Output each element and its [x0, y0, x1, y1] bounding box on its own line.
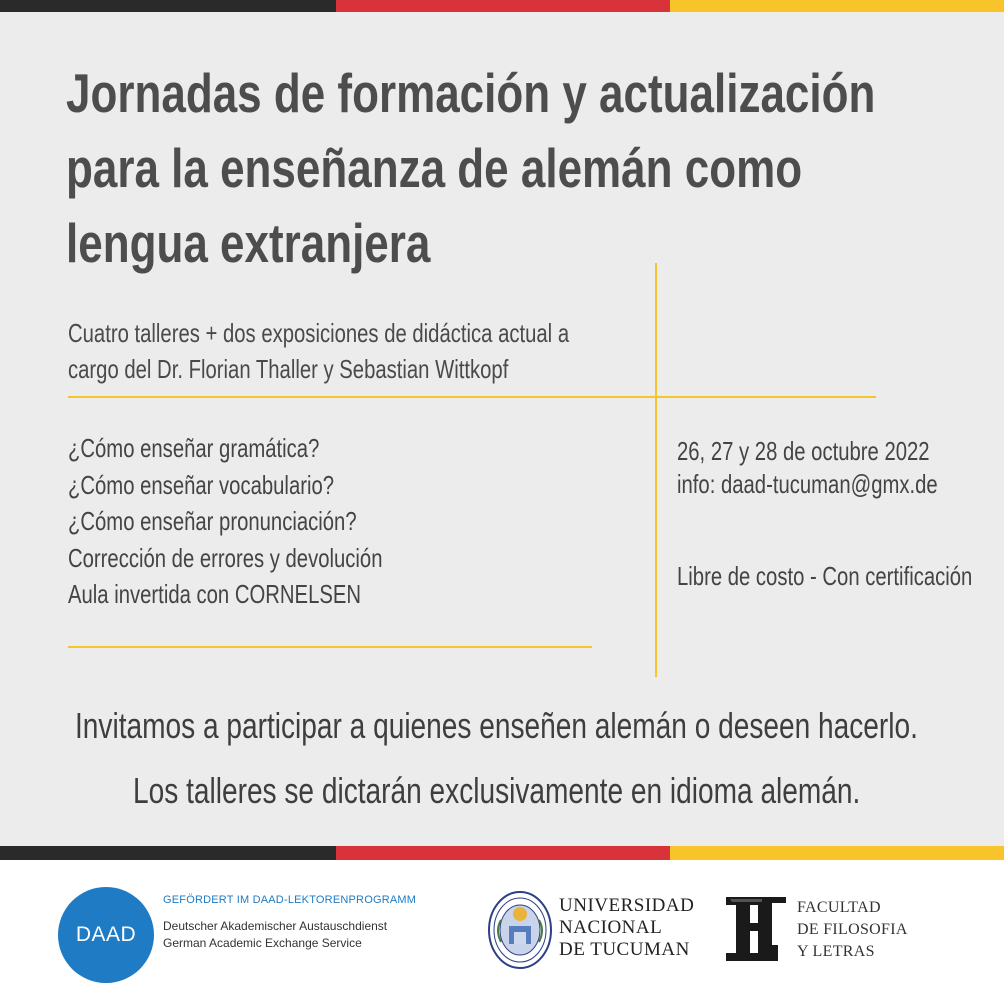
- daad-logo: [58, 887, 154, 983]
- invitation-text: Invitamos a participar a quienes enseñen alemán o deseen hacerlo.: [75, 705, 918, 746]
- ffyl-logo-icon: [724, 893, 788, 965]
- language-note: Los talleres se dictarán exclusivamente en idioma alemán.: [133, 770, 861, 811]
- stripe-red: [336, 0, 670, 12]
- horizontal-divider-bottom: [68, 646, 592, 648]
- subtitle-line-2: cargo del Dr. Florian Thaller y Sebastian Wittkopf: [68, 354, 509, 384]
- ffyl-name: [797, 897, 908, 963]
- title-line-2: para la enseñanza de alemán como: [66, 137, 803, 199]
- title-line-3: lengua extranjera: [66, 212, 431, 274]
- stripe-red: [336, 846, 670, 860]
- unt-name-line-1: UNIVERSIDAD: [559, 895, 695, 916]
- topic-item: ¿Cómo enseñar pronunciación?: [68, 506, 357, 536]
- topic-item: Corrección de errores y devolución: [68, 542, 383, 573]
- subtitle: [68, 315, 569, 387]
- unt-name-line-3: DE TUCUMAN: [559, 939, 690, 960]
- bottom-flag-stripe: [0, 846, 1004, 860]
- unt-name-line-2: NACIONAL: [559, 917, 663, 938]
- topic-item: ¿Cómo enseñar gramática?: [68, 433, 320, 463]
- ffyl-name-line-1: FACULTAD: [797, 899, 881, 916]
- subtitle-line-1: Cuatro talleres + dos exposiciones de didáctica actual a: [68, 318, 570, 348]
- stripe-gold: [670, 846, 1004, 860]
- event-info: [677, 435, 938, 501]
- ffyl-name-line-2: DE FILOSOFIA: [797, 921, 908, 938]
- topic-item: ¿Cómo enseñar vocabulario?: [68, 469, 335, 500]
- stripe-black: [0, 846, 336, 860]
- title-line-1: Jornadas de formación y actualización: [66, 62, 876, 124]
- daad-name-english: German Academic Exchange Service: [163, 936, 362, 950]
- daad-program-label: GEFÖRDERT IM DAAD-LEKTORENPROGRAMM: [163, 894, 417, 906]
- top-flag-stripe: [0, 0, 1004, 12]
- vertical-divider: [655, 263, 657, 677]
- daad-name-german: Deutscher Akademischer Austauschdienst: [163, 919, 388, 933]
- unt-name: [559, 895, 694, 961]
- event-cost: Libre de costo - Con certificación: [677, 561, 973, 591]
- event-contact[interactable]: info: daad-tucuman@gmx.de: [677, 469, 938, 499]
- unt-seal-icon: [487, 890, 553, 970]
- daad-logo-text: DAAD: [75, 923, 137, 946]
- stripe-gold: [670, 0, 1004, 12]
- topic-item: Aula invertida con CORNELSEN: [68, 579, 362, 609]
- ffyl-name-line-3: Y LETRAS: [797, 943, 875, 960]
- horizontal-divider-top: [68, 396, 876, 398]
- topic-list: [68, 430, 382, 613]
- stripe-black: [0, 0, 336, 12]
- page-title: [66, 56, 875, 281]
- event-dates: 26, 27 y 28 de octubre 2022: [677, 436, 930, 466]
